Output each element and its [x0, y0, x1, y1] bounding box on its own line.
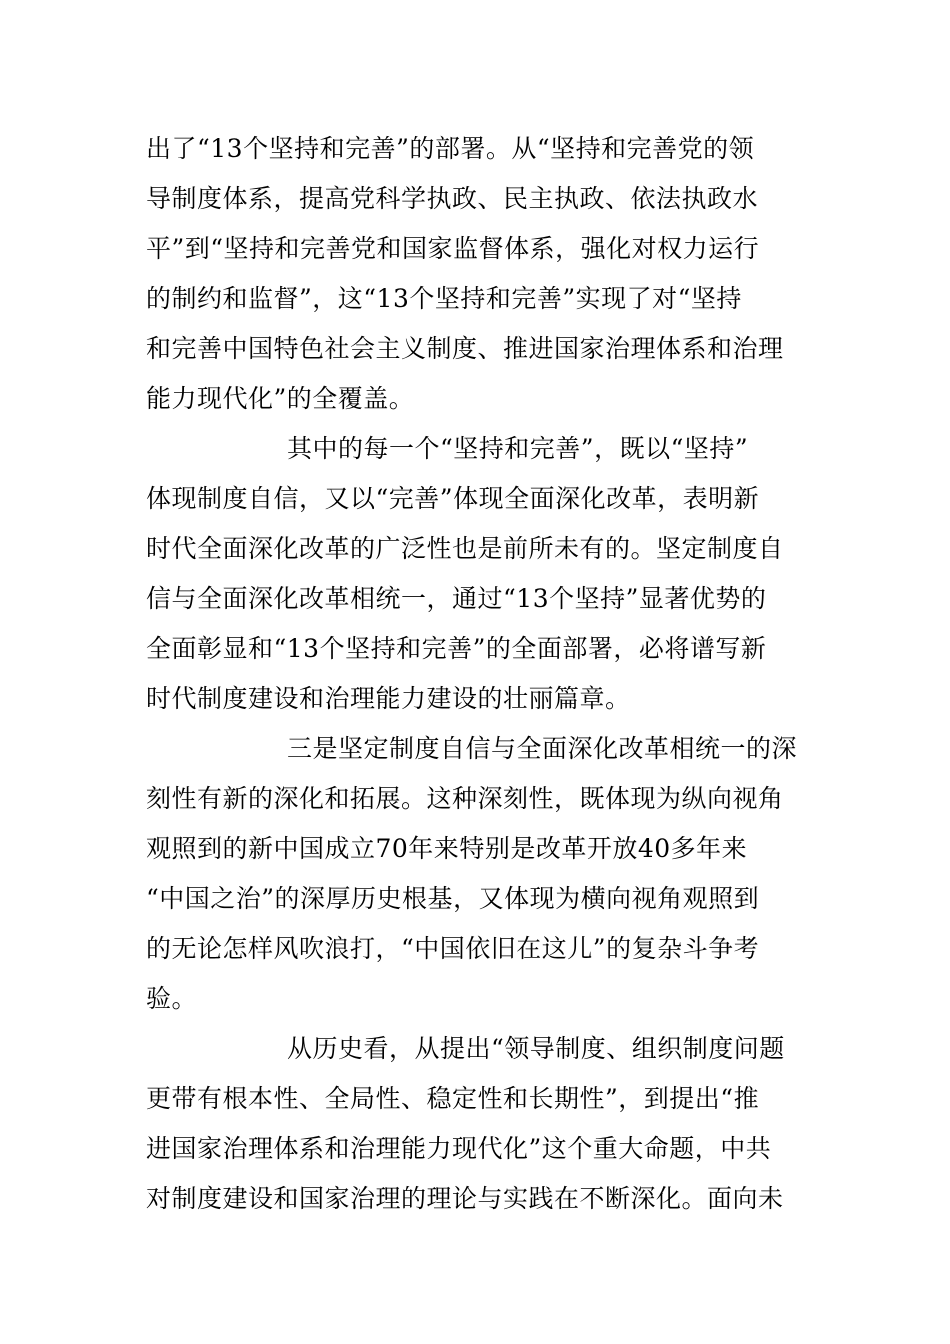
text-line: 导制度体系，提高党科学执政、民主执政、依法执政水 [146, 184, 759, 213]
text-line: 平”到“坚持和完善党和国家监督体系，强化对权力运行 [146, 234, 760, 263]
text-line: 全面彰显和“13个坚持和完善”的全面部署，必将谱写新 [146, 634, 767, 663]
text-line: 能力现代化”的全覆盖。 [146, 384, 415, 413]
paragraph-first-line: 三是坚定制度自信与全面深化改革相统一的深 [287, 734, 798, 763]
text-line: 更带有根本性、全局性、稳定性和长期性”，到提出“推 [146, 1084, 760, 1113]
text-line: 对制度建设和国家治理的理论与实践在不断深化。面向未 [146, 1184, 784, 1213]
text-line: 观照到的新中国成立70年来特别是改革开放40多年来 [146, 834, 748, 863]
paragraph-first-line: 从历史看，从提出“领导制度、组织制度问题 [287, 1034, 785, 1063]
text-line: 验。 [146, 984, 198, 1013]
text-line: 和完善中国特色社会主义制度、推进国家治理体系和治理 [146, 334, 784, 363]
text-line: 出了“13个坚持和完善”的部署。从“坚持和完善党的领 [146, 134, 755, 163]
text-line: 的无论怎样风吹浪打，“中国依旧在这儿”的复杂斗争考 [146, 934, 760, 963]
text-line: 信与全面深化改革相统一，通过“13个坚持”显著优势的 [146, 584, 767, 613]
text-line: 体现制度自信，又以“完善”体现全面深化改革，表明新 [146, 484, 760, 513]
text-line: “中国之治”的深厚历史根基，又体现为横向视角观照到 [146, 884, 760, 913]
text-line: 进国家治理体系和治理能力现代化”这个重大命题，中共 [146, 1134, 772, 1163]
text-line: 时代全面深化改革的广泛性也是前所未有的。坚定制度自 [146, 534, 784, 563]
text-line: 刻性有新的深化和拓展。这种深刻性，既体现为纵向视角 [146, 784, 784, 813]
text-line: 时代制度建设和治理能力建设的壮丽篇章。 [146, 684, 631, 713]
text-line: 的制约和监督”，这“13个坚持和完善”实现了对“坚持 [146, 284, 742, 313]
paragraph-first-line: 其中的每一个“坚持和完善”，既以“坚持” [287, 434, 749, 463]
